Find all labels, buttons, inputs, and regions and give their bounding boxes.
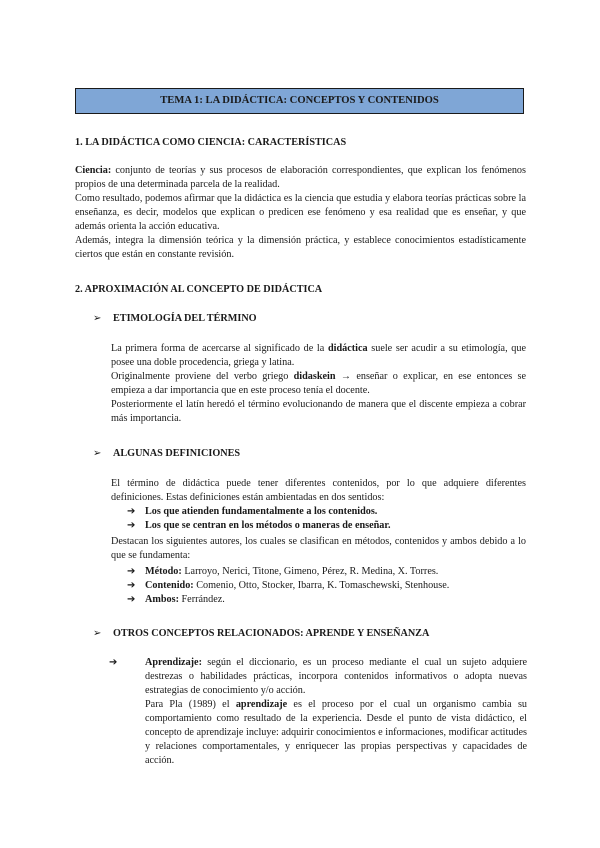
subheading-otros-conceptos bbox=[93, 627, 429, 641]
list-item bbox=[127, 565, 527, 579]
author-category: Ambos: bbox=[145, 594, 179, 605]
definiciones-authors-intro: Destacan los siguientes autores, los cuales se clasifican en métodos, contenidos y ambos debido a lo que se fundamenta: bbox=[111, 536, 526, 561]
etimologia-paragraph-3: Posteriormente el latín heredó el término evolucionando de manera que el discente empieza a cobrar más importancia. bbox=[111, 399, 526, 424]
list-item-text: Los que se centran en los métodos o maneras de enseñar. bbox=[145, 520, 391, 531]
arrow-icon: ➔ bbox=[127, 566, 136, 577]
etimologia-paragraph-1 bbox=[111, 342, 526, 370]
bold-term: didáctica bbox=[327, 343, 368, 354]
etimologia-paragraph-2 bbox=[111, 370, 526, 398]
arrow-icon: ➔ bbox=[127, 506, 136, 517]
bold-term: aprendizaje bbox=[235, 699, 288, 710]
list-item bbox=[127, 505, 527, 519]
author-category: Método: bbox=[145, 566, 182, 577]
subheading-definiciones bbox=[93, 447, 240, 461]
ciencia-text: conjunto de teorías y sus procesos de elaboración correspondientes, que explican los fenómenos propios de una determinada parcela de la realidad. bbox=[75, 165, 526, 190]
aprendizaje-definition bbox=[145, 656, 527, 698]
list-item bbox=[127, 593, 527, 607]
aprendizaje-term: Aprendizaje: bbox=[145, 657, 202, 668]
subheading-otros-label: OTROS CONCEPTOS RELACIONADOS: APRENDE Y ENSEÑANZA bbox=[113, 628, 430, 639]
aprendizaje-text: según el diccionario, es un proceso mediante el cual un sujeto adquiere destrezas o habilidades prácticas, incorpora contenidos informativos o adopta nuevas estrategias de conocimiento y/o acción. bbox=[145, 657, 527, 696]
pla-paragraph bbox=[145, 698, 527, 768]
bullet-marker: ➢ bbox=[93, 313, 102, 324]
section-1-paragraph-2: Como resultado, podemos afirmar que la didáctica es la ciencia que estudia y elabora teorías prácticas sobre la enseñanza, es decir, modelos que explican o predicen ese fenómeno y esa realidad que es enseñar, y que además orienta la acción educativa. bbox=[75, 193, 526, 232]
arrow-icon: ➔ bbox=[127, 594, 136, 605]
arrow-icon: ➔ bbox=[109, 657, 118, 668]
subheading-etimologia-label: ETIMOLOGÍA DEL TÉRMINO bbox=[113, 313, 257, 324]
bold-term: didaskein bbox=[293, 371, 336, 382]
subheading-definiciones-label: ALGUNAS DEFINICIONES bbox=[113, 448, 241, 459]
ciencia-term: Ciencia: bbox=[75, 165, 112, 176]
ciencia-definition bbox=[75, 164, 526, 192]
author-category: Contenido: bbox=[145, 580, 194, 591]
text-run: suele ser acudir a su etimología, que posee una doble procedencia, griega y latina. bbox=[111, 343, 527, 368]
page-title: TEMA 1: LA DIDÁCTICA: CONCEPTOS Y CONTENIDOS bbox=[75, 88, 524, 114]
text-run: Para Pla (1989) el bbox=[145, 699, 236, 710]
list-item-text: Los que atienden fundamentalmente a los contenidos. bbox=[145, 506, 378, 517]
section-1-body bbox=[75, 164, 526, 262]
bullet-marker: ➢ bbox=[93, 448, 102, 459]
bullet-marker: ➢ bbox=[93, 628, 102, 639]
section-1-paragraph-3: Además, integra la dimensión teórica y la dimensión práctica, y establece conocimientos estadísticamente ciertos que están en constante revisión. bbox=[75, 235, 526, 260]
arrow-icon: ➔ bbox=[127, 580, 136, 591]
text-run: es el proceso por el cual un organismo cambia su comportamiento como resultado de la experiencia. Desde el punto de vista didáctico, el concepto de aprendizaje incluye: adquirir conocimientos e informaciones, modificar actitudes y relaciones comportamentales, y enriquecer las propias perspectivas y capacidades de acción. bbox=[145, 699, 528, 766]
section-2-heading: 2. APROXIMACIÓN AL CONCEPTO DE DIDÁCTICA bbox=[75, 284, 323, 295]
subheading-etimologia bbox=[93, 312, 257, 326]
author-names: Ferrández. bbox=[178, 594, 225, 605]
list-item bbox=[127, 519, 527, 533]
aprendizaje-block bbox=[109, 656, 528, 768]
author-names: Comenio, Otto, Stocker, Ibarra, K. Tomaschewski, Stenhouse. bbox=[193, 580, 450, 591]
author-names: Larroyo, Nerici, Titone, Gimeno, Pérez, R. Medina, X. Torres. bbox=[181, 566, 439, 577]
definiciones-intro: El término de didáctica puede tener diferentes contenidos, por lo que adquiere diferentes definiciones. Estas definiciones están ambientadas en dos sentidos: bbox=[111, 478, 526, 503]
etimologia-body bbox=[111, 342, 526, 426]
section-1-heading: 1. LA DIDÁCTICA COMO CIENCIA: CARACTERÍSTICAS bbox=[75, 137, 347, 148]
text-run: Originalmente proviene del verbo griego bbox=[111, 371, 294, 382]
list-item bbox=[127, 579, 527, 593]
text-run: La primera forma de acercarse al significado de la bbox=[111, 343, 328, 354]
senses-list bbox=[127, 505, 527, 533]
authors-list bbox=[127, 565, 527, 607]
arrow-icon: ➔ bbox=[127, 520, 136, 531]
text-run: → enseñar o explicar, en ese entonces se empieza a dar importancia que en este proceso tenía el docente. bbox=[111, 371, 526, 396]
